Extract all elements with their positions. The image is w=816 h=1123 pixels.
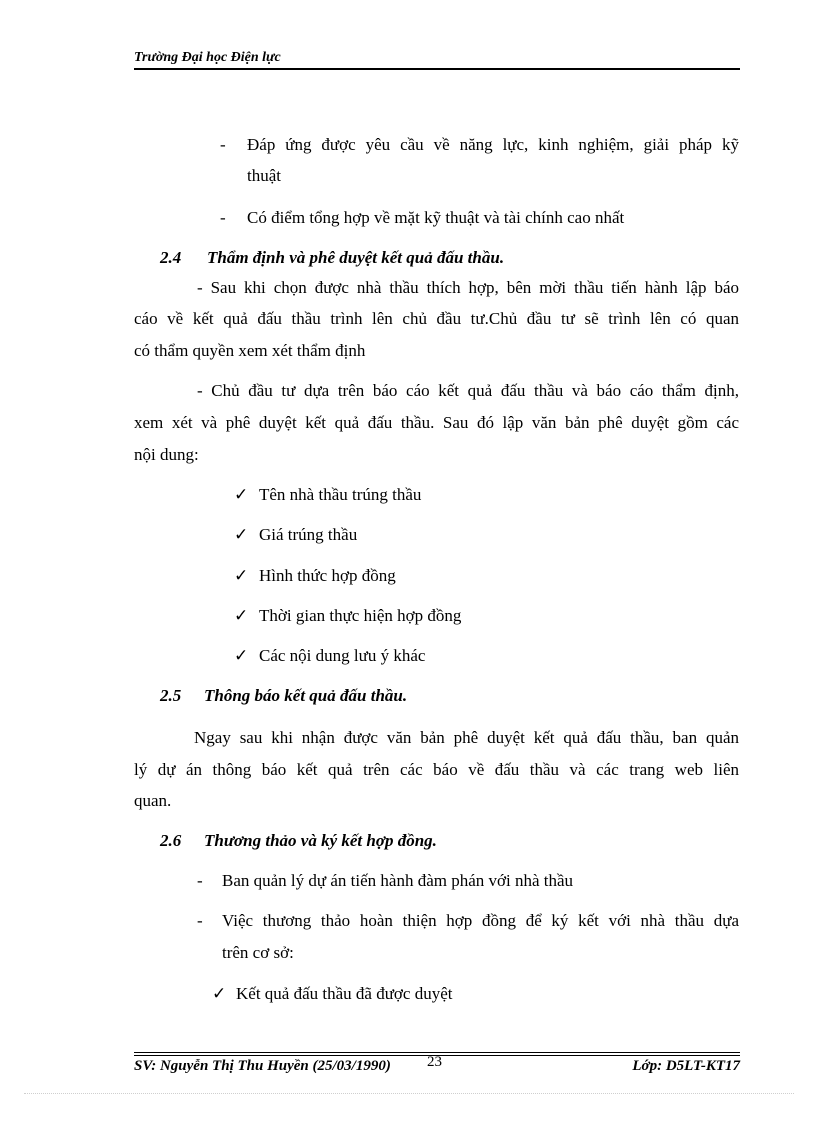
checkmark-icon: ✓ <box>234 525 249 545</box>
check-item-3: Hình thức hợp đồng <box>259 566 396 585</box>
dash-item-3: Ban quản lý dự án tiến hành đàm phán với nhà thầu <box>222 871 574 890</box>
checkmark-icon: ✓ <box>212 984 227 1004</box>
paragraph-3-line-2: lý dự án thông báo kết quả trên các báo về đấu thầu và các trang web liên <box>134 760 739 779</box>
section-title-2-6: Thương thảo và ký kết hợp đồng. <box>204 831 437 850</box>
dash-item-2: Có điểm tổng hợp về mặt kỹ thuật và tài chính cao nhất <box>247 208 625 227</box>
dash-bullet: - <box>220 208 226 227</box>
footer-student: SV: Nguyễn Thị Thu Huyền (25/03/1990) <box>134 1058 391 1074</box>
page-header-title: Trường Đại học Điện lực <box>134 50 281 65</box>
section-title-2-5: Thông báo kết quả đấu thầu. <box>204 686 408 705</box>
section-title-2-4: Thẩm định và phê duyệt kết quả đấu thầu. <box>207 248 505 267</box>
check-item-4: Thời gian thực hiện hợp đồng <box>259 606 462 625</box>
dash-bullet: - <box>220 135 226 154</box>
dash-bullet: - <box>197 911 203 930</box>
header-rule <box>134 68 740 70</box>
paragraph-2-line-3: nội dung: <box>134 445 199 464</box>
paragraph-1-line-2: cáo về kết quả đấu thầu trình lên chủ đầu tư.Chủ đầu tư sẽ trình lên có quan <box>134 309 739 328</box>
page-number: 23 <box>427 1054 442 1070</box>
dash-bullet: - <box>197 871 203 890</box>
check-item-1: Tên nhà thầu trúng thầu <box>259 485 422 504</box>
paragraph-2-line-2: xem xét và phê duyệt kết quả đấu thầu. Sau đó lập văn bản phê duyệt gồm các <box>134 413 739 432</box>
checkmark-icon: ✓ <box>234 606 249 626</box>
check-item-5: Các nội dung lưu ý khác <box>259 646 426 665</box>
footer-class: Lớp: D5LT-KT17 <box>632 1058 740 1074</box>
dash-item-4-line-1: Việc thương thảo hoàn thiện hợp đồng để ký kết với nhà thầu dựa <box>222 911 739 930</box>
section-number-2-4: 2.4 <box>160 248 182 267</box>
section-number-2-6: 2.6 <box>160 831 182 850</box>
check-item-last: Kết quả đấu thầu đã được duyệt <box>236 984 453 1003</box>
section-number-2-5: 2.5 <box>160 686 182 705</box>
dash-item-1-line-1: Đáp ứng được yêu cầu về năng lực, kinh nghiệm, giải pháp kỹ <box>247 135 739 154</box>
page-edge-divider <box>24 1093 794 1094</box>
check-item-2: Giá trúng thầu <box>259 525 358 544</box>
dash-item-1-line-2: thuật <box>247 166 281 185</box>
paragraph-3-line-1: Ngay sau khi nhận được văn bản phê duyệt kết quả đấu thầu, ban quản <box>194 728 739 747</box>
dash-item-4-line-2: trên cơ sở: <box>222 943 294 962</box>
checkmark-icon: ✓ <box>234 646 249 666</box>
checkmark-icon: ✓ <box>234 566 249 586</box>
paragraph-1-line-1: - Sau khi chọn được nhà thầu thích hợp, bên mời thầu tiến hành lập báo <box>197 278 739 297</box>
checkmark-icon: ✓ <box>234 485 249 505</box>
paragraph-2-line-1: - Chủ đầu tư dựa trên báo cáo kết quả đấu thầu và báo cáo thẩm định, <box>197 381 739 400</box>
paragraph-3-line-3: quan. <box>134 791 172 810</box>
paragraph-1-line-3: có thẩm quyền xem xét thẩm định <box>134 341 366 360</box>
footer-rule-top <box>134 1052 740 1053</box>
